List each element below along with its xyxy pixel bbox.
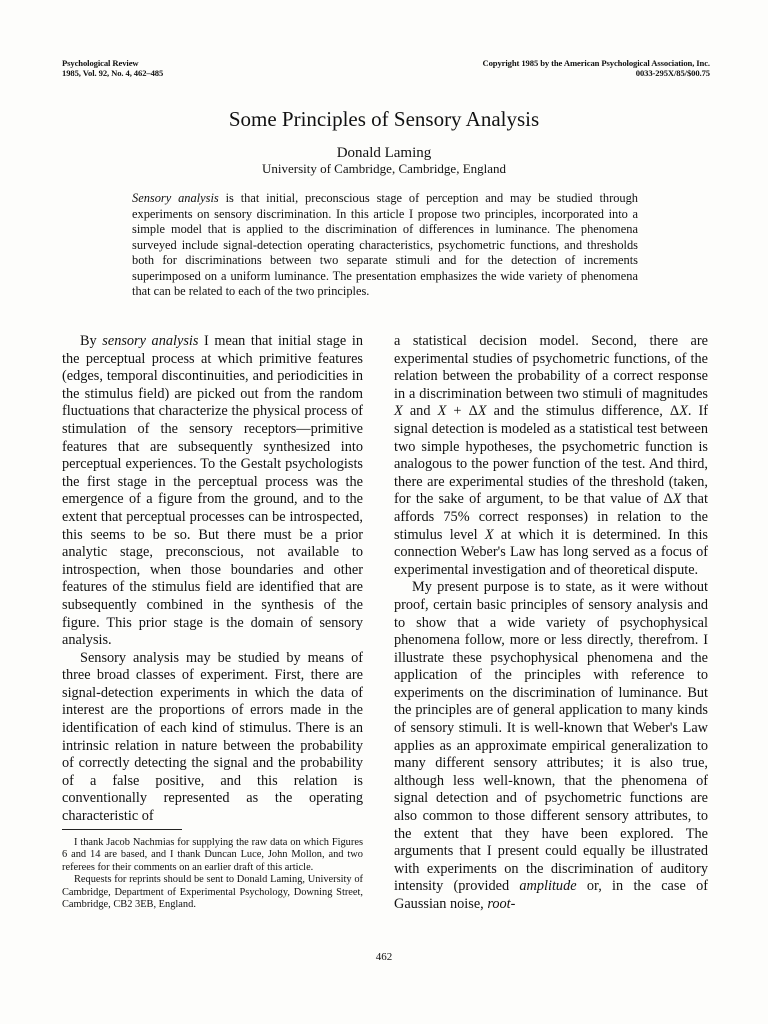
footnotes	[62, 837, 363, 911]
term-root: root-	[487, 896, 516, 912]
copyright-line: Copyright 1985 by the American Psychological Association, Inc.	[482, 58, 710, 68]
journal-citation	[62, 58, 163, 78]
page-number: 462	[375, 951, 393, 963]
author-affiliation: University of Cambridge, Cambridge, England	[261, 161, 507, 176]
body-paragraph-2: Sensory analysis may be studied by means of three broad classes of experiment. First, there are signal-detection experiments in which the data of interest are the proportions of errors made in the identification of each kind of stimulus. There is an intrinsic relation in nature between the probability of correctly detecting the signal and the probability of a false positive, and this relation is conventionally represented as the operating characteristic of	[62, 649, 363, 825]
abstract-text: is that initial, preconscious stage of perception and may be studied through experiments on sensory discrimination. In this article I propose two principles, incorporated into a simple model that is applied to the discrimination of differences in luminance. The phenomena surveyed include signal-detection operating characteristics, psychometric functions, and thresholds both for discriminations between two separate stimuli and for the detection of increments superimposed on a uniform luminance. The presentation emphasizes the wide variety of phenomena that can be related to each of the two principles.	[132, 191, 638, 298]
variable-x: X	[672, 491, 682, 508]
abstract-lead-term: Sensory analysis	[132, 191, 219, 205]
article-title: Some Principles of Sensory Analysis	[228, 107, 540, 131]
variable-x: X	[437, 403, 447, 420]
abstract-paragraph	[132, 191, 638, 300]
author-name: Donald Laming	[336, 145, 432, 161]
footnote-reprints: Requests for reprints should be sent to Donald Laming, University of Cambridge, Department of Experimental Psychology, Downing Street, Cambridge, CB2 3EB, England.	[62, 874, 363, 911]
copyright-notice	[482, 58, 710, 78]
abstract	[132, 191, 638, 300]
variable-x: X	[679, 403, 688, 420]
footnote-acknowledgment: I thank Jacob Nachmias for supplying the raw data on which Figures 6 and 14 are based, and I thank Duncan Luce, John Mollon, and two referees for their comments on an earlier draft of this article.	[62, 837, 363, 873]
variable-x: X	[484, 526, 494, 543]
issn-code: 0033-295X/85/$00.75	[635, 68, 710, 78]
footnote-divider	[62, 829, 182, 830]
journal-volume: 1985, Vol. 92, No. 4, 462–485	[62, 68, 164, 78]
body-paragraph-3: My present purpose is to state, as it were without proof, certain basic principles of sensory analysis and to show that a wide variety of psychophysical phenomena follow, more or less directly, therefrom. I illustrate these psychophysical phenomena and the application of the principles with reference to experiments on the discrimination of luminance. But the principles are of general application to many kinds of sensory stimuli. It is well-known that Weber's Law applies as an approximate empirical generalization to many different sensory attributes; it is also true, although less well-known, that the phenomena of signal detection and of psychometric functions are also common to those different sensory attributes, to the extent that they have been explored. The arguments that I present could equally be illustrated with experiments on the discrimination of auditory intensity (provided amplitude or, in the case of Gaussian noise, root-	[394, 579, 708, 912]
term-amplitude: amplitude	[519, 878, 577, 895]
body-paragraph-2-continued: a statistical decision model. Second, there are experimental studies of psychometric functions, of the relation between the probability of a correct response in a discrimination between two stimuli of magnitudes X and X + ΔX and the stimulus difference, ΔX. If signal detection is modeled as a statistical test between two simple hypotheses, the psychometric function is analogous to the power function of the test. And third, there are experimental studies of the threshold (taken, for the sake of argument, to be that value of ΔX that affords 75% correct responses) in relation to the stimulus level X at which it is determined. In this connection Weber's Law has long served as a focus of experimental investigation and of theoretical dispute.	[394, 333, 709, 578]
journal-name: Psychological Review	[62, 58, 139, 68]
body-column-left	[62, 333, 363, 826]
term-sensory-analysis: sensory analysis	[102, 333, 199, 349]
variable-x: X	[394, 403, 403, 420]
body-paragraph-1: By sensory analysis I mean that initial stage in the perceptual process at which primitive features (edges, temporal discontinuities, and periodicities in the stimulus field) are picked out from the random fluctuations that characterize the physical process of stimulation of the sensory receptors—primitive features that are subsequently synthesized into perceptual experiences. To the Gestalt psychologists the first stage in the perceptual process was the emergence of a figure from the ground, and to the extent that perceptual processes can be introspected, this seems to be so. But there must be a prior analytic stage, preconscious, not available to introspection, when those boundaries and other features of the stimulus field are identified that are subsequently combined in the synthesis of the figure. This prior stage is the domain of sensory analysis.	[62, 333, 363, 649]
body-column-right	[394, 333, 708, 914]
variable-x: X	[477, 403, 487, 420]
